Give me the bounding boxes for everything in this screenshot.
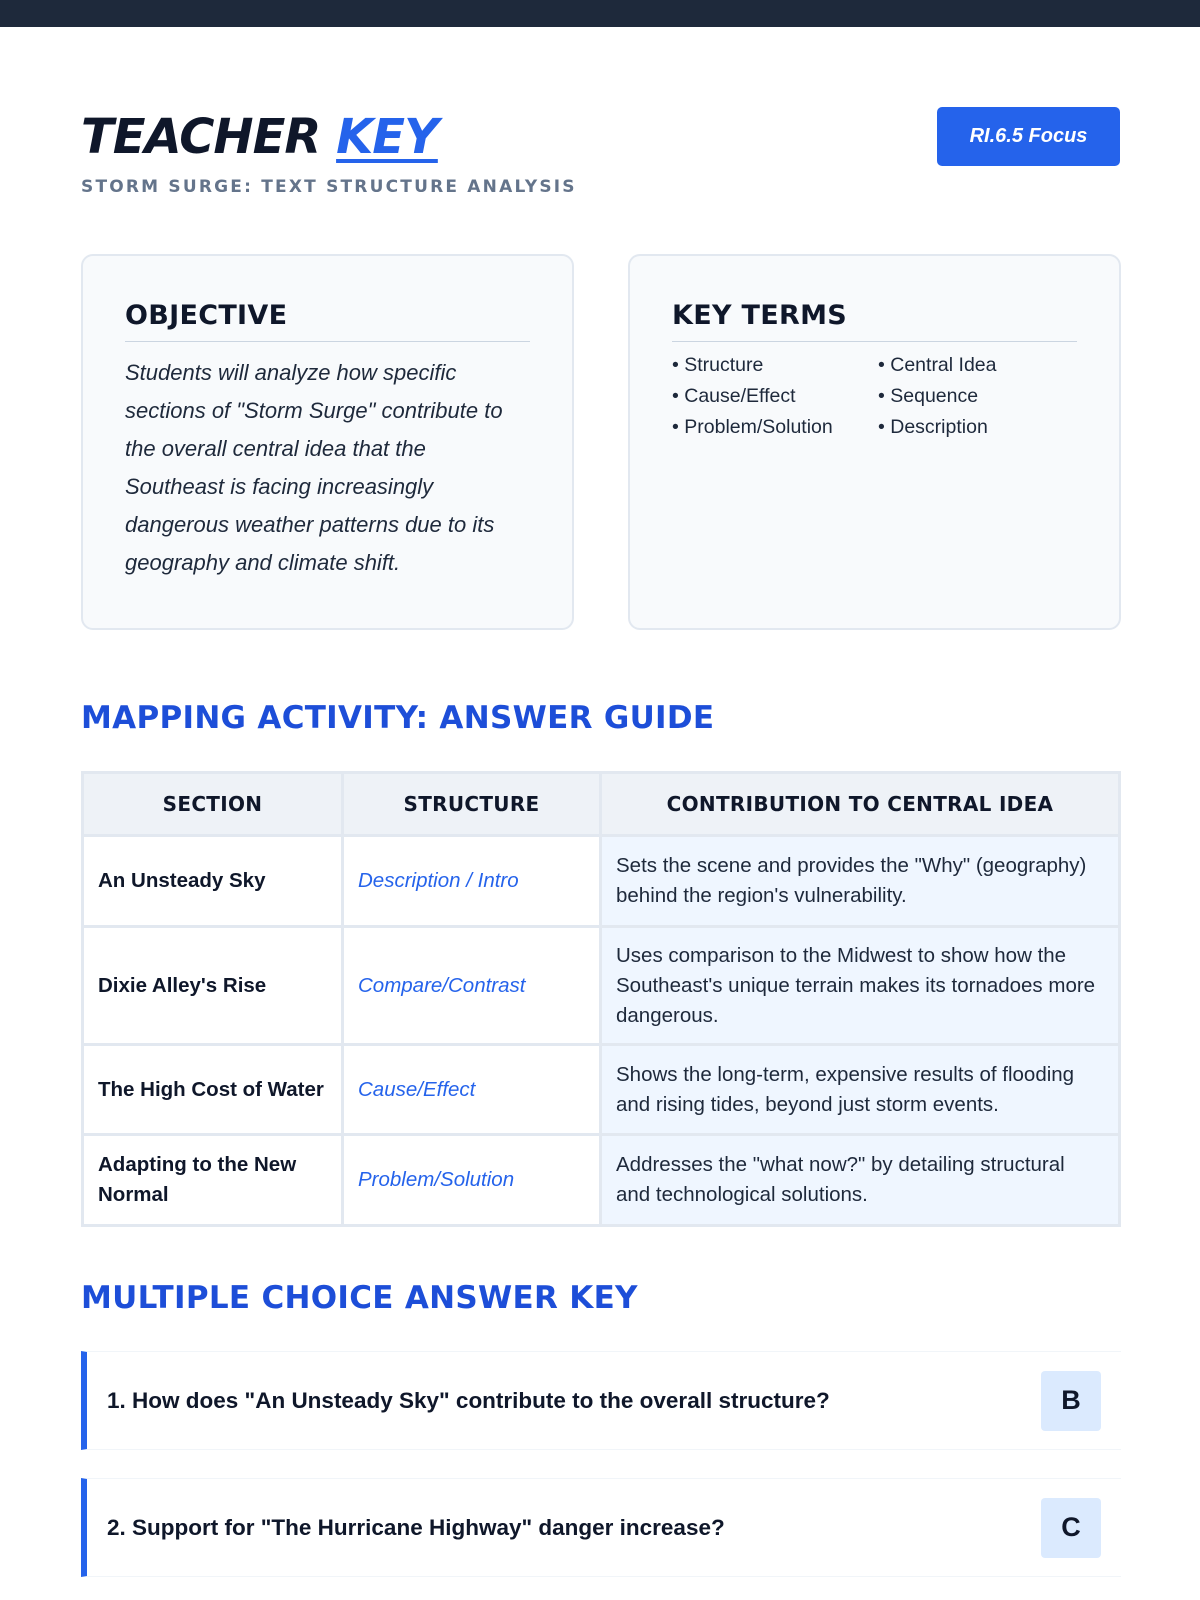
- page-title: [81, 109, 438, 165]
- answer-badge: C: [1041, 1498, 1101, 1558]
- question-text: 2. Support for "The Hurricane Highway" danger increase?: [107, 1514, 725, 1540]
- title-accent: KEY: [336, 109, 438, 165]
- cell-structure: Problem/Solution: [343, 1135, 601, 1226]
- table-row: [83, 927, 1120, 1045]
- question-text: 1. How does "An Unsteady Sky" contribute to the overall structure?: [107, 1387, 830, 1413]
- key-term: • Sequence: [878, 385, 1078, 408]
- cell-structure: Description / Intro: [343, 836, 601, 927]
- mapping-table: [81, 771, 1121, 1227]
- key-term: • Problem/Solution: [672, 416, 878, 439]
- cell-structure: Cause/Effect: [343, 1045, 601, 1135]
- column-header-structure: STRUCTURE: [343, 773, 601, 836]
- answer-key-item: [81, 1478, 1121, 1577]
- page-header: [81, 105, 1121, 205]
- column-header-section: SECTION: [83, 773, 343, 836]
- cell-section: Dixie Alley's Rise: [83, 927, 343, 1045]
- key-term: • Central Idea: [878, 354, 1078, 377]
- key-terms-heading: KEY TERMS: [672, 300, 1077, 342]
- key-term: • Structure: [672, 354, 878, 377]
- top-bar: [0, 0, 1200, 27]
- objective-text: Students will analyze how specific sections of "Storm Surge" contribute to the overall central idea that the Southeast is facing increasingly dangerous weather patterns due to its geography and climate shift.: [125, 360, 503, 575]
- objective-card: [81, 254, 574, 630]
- objective-heading: OBJECTIVE: [125, 300, 530, 342]
- table-header-row: [83, 773, 1120, 836]
- cell-contribution: Shows the long-term, expensive results of flooding and rising tides, beyond just storm events.: [601, 1045, 1120, 1135]
- cell-structure: Compare/Contrast: [343, 927, 601, 1045]
- key-term: • Cause/Effect: [672, 385, 878, 408]
- table-row: [83, 1135, 1120, 1226]
- cell-section: Adapting to the New Normal: [83, 1135, 343, 1226]
- cell-section: An Unsteady Sky: [83, 836, 343, 927]
- title-main: TEACHER: [81, 109, 321, 165]
- cell-section: The High Cost of Water: [83, 1045, 343, 1135]
- key-terms-list: [672, 354, 1077, 439]
- column-header-contribution: CONTRIBUTION TO CENTRAL IDEA: [601, 773, 1120, 836]
- key-terms-card: [628, 254, 1121, 630]
- cell-contribution: Uses comparison to the Midwest to show how the Southeast's unique terrain makes its tornadoes more dangerous.: [601, 927, 1120, 1045]
- answer-key-item: [81, 1351, 1121, 1450]
- key-term: • Description: [878, 416, 1078, 439]
- cell-contribution: Addresses the "what now?" by detailing structural and technological solutions.: [601, 1135, 1120, 1226]
- multiple-choice-heading: MULTIPLE CHOICE ANSWER KEY: [81, 1280, 638, 1316]
- standard-badge: RI.6.5 Focus: [937, 107, 1120, 166]
- cell-contribution: Sets the scene and provides the "Why" (geography) behind the region's vulnerability.: [601, 836, 1120, 927]
- page-subtitle: STORM SURGE: TEXT STRUCTURE ANALYSIS: [81, 177, 577, 197]
- answer-badge: B: [1041, 1371, 1101, 1431]
- table-row: [83, 836, 1120, 927]
- table-row: [83, 1045, 1120, 1135]
- mapping-heading: MAPPING ACTIVITY: ANSWER GUIDE: [81, 700, 715, 736]
